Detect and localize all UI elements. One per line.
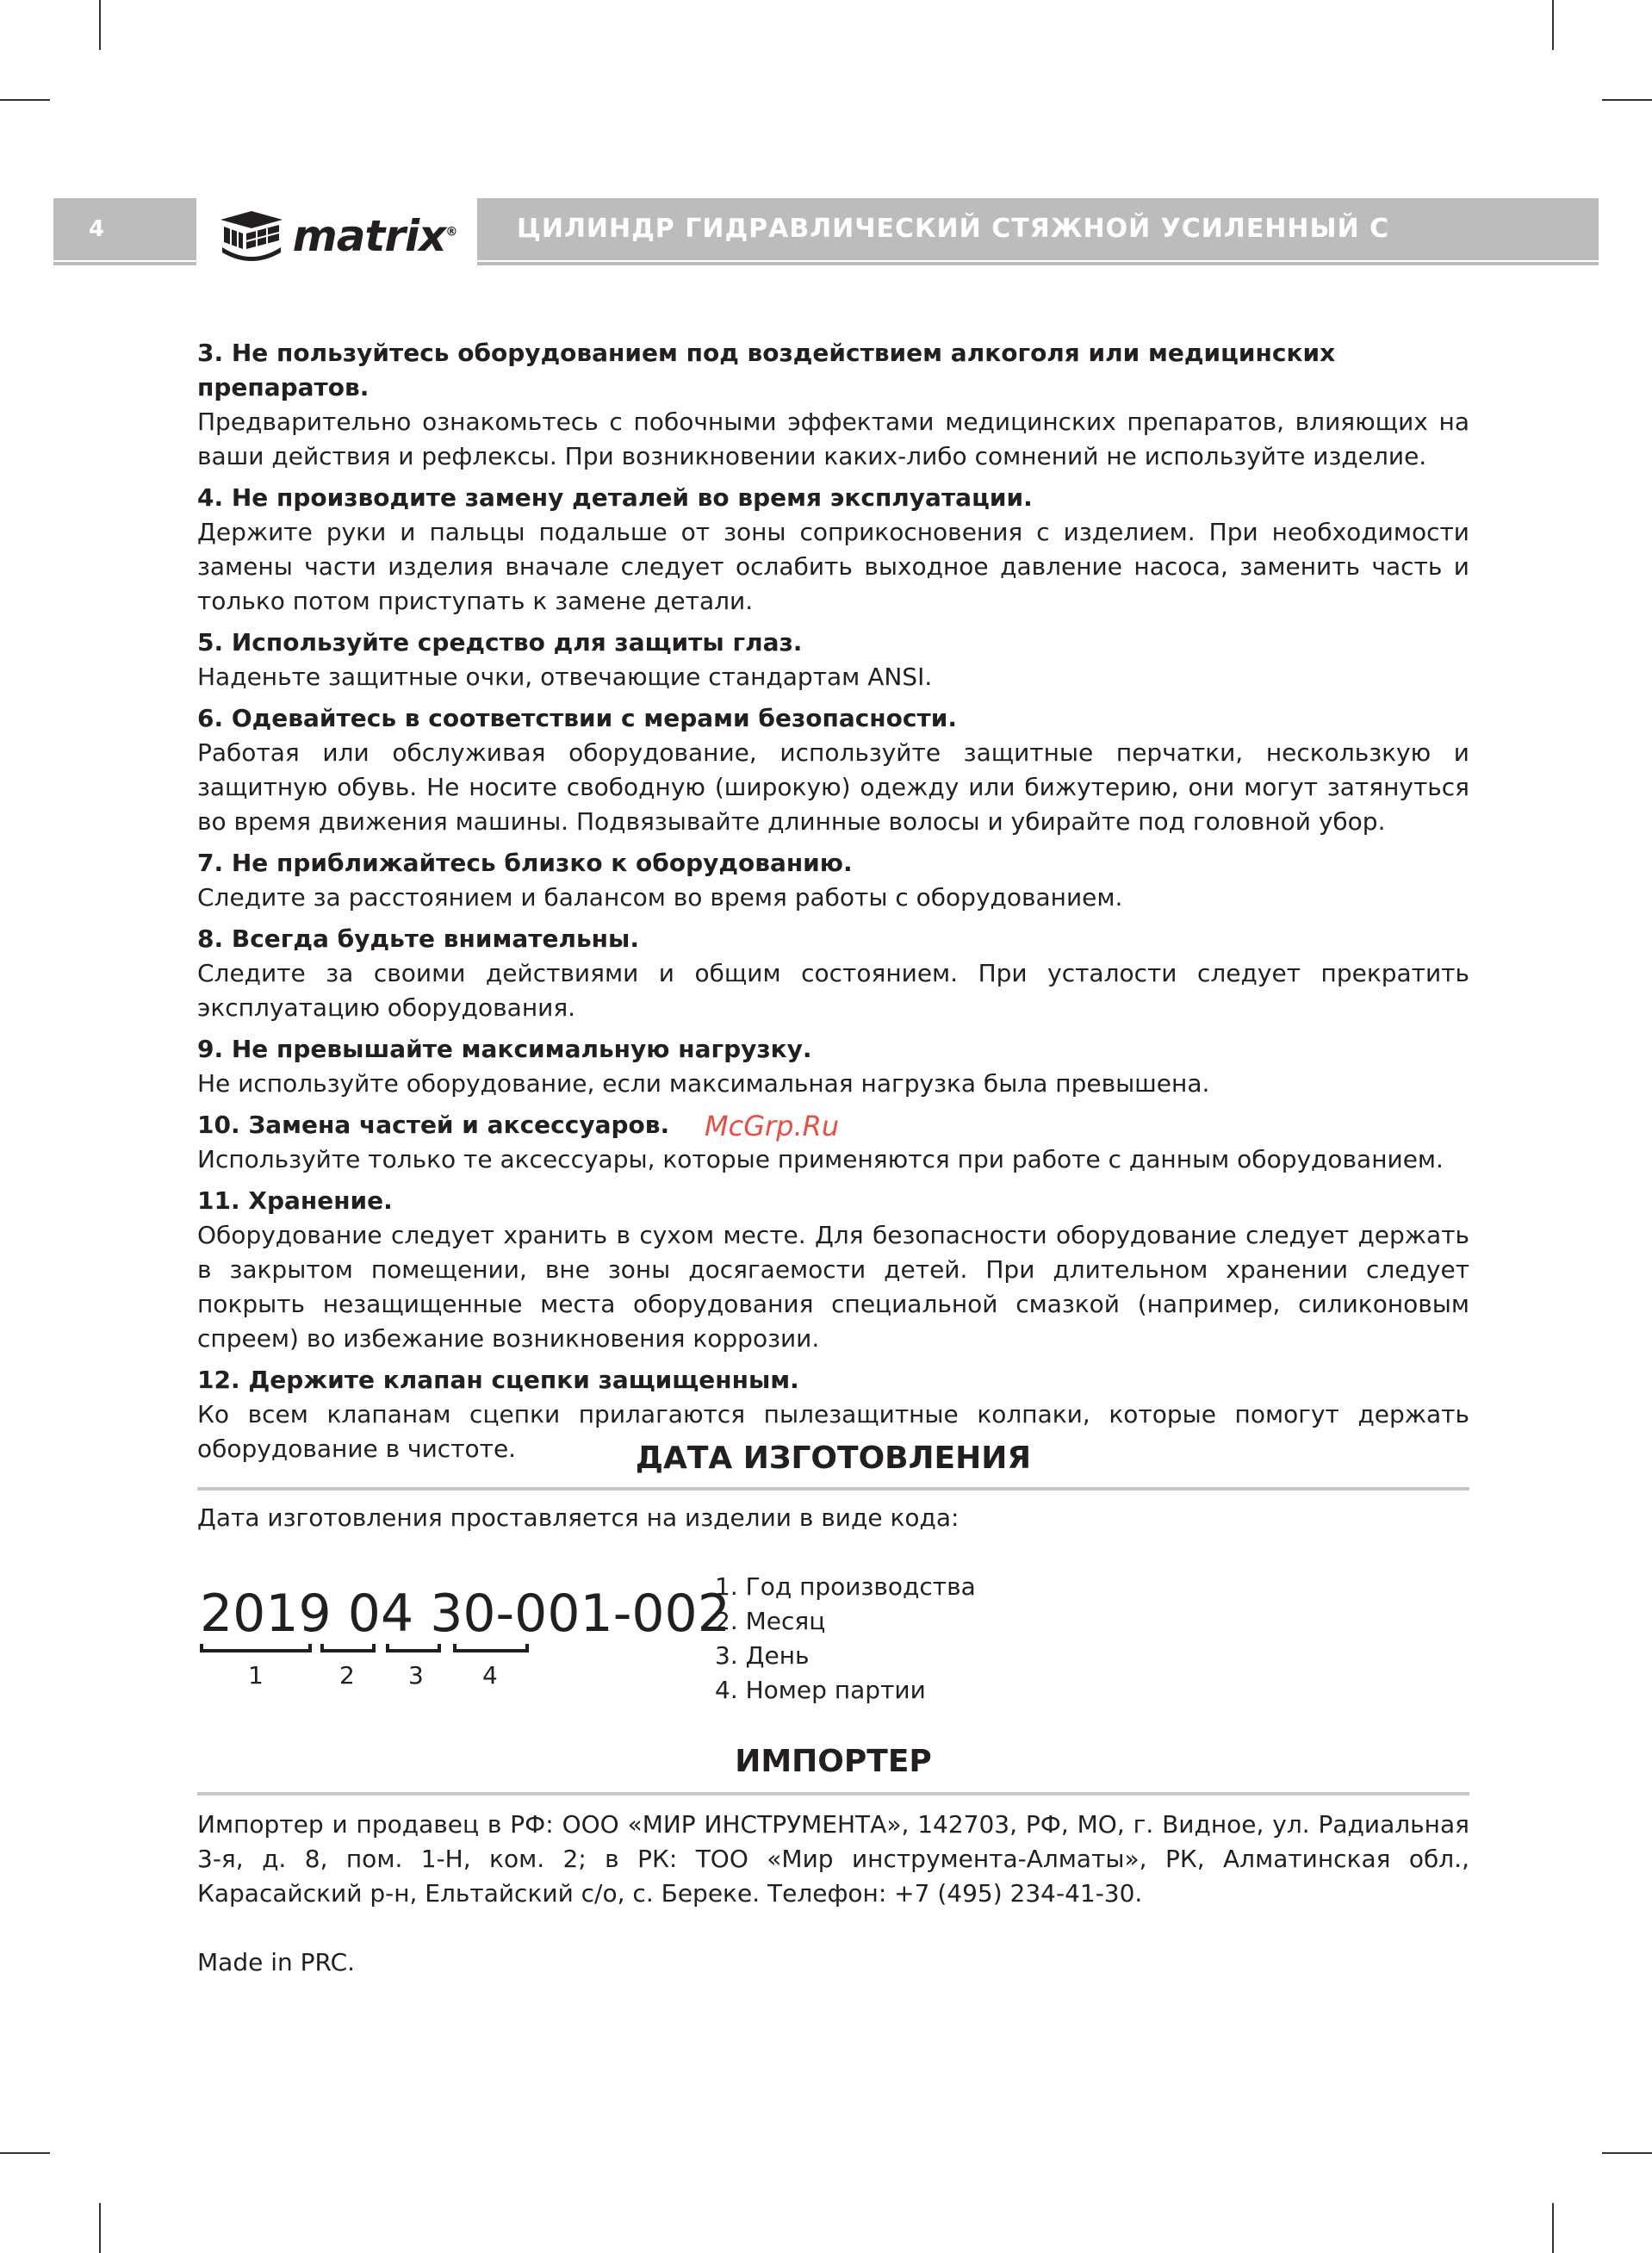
crop-mark	[0, 2152, 50, 2154]
importer-text: Импортер и продавец в РФ: ООО «МИР ИНСТРУМЕНТА», 142703, РФ, МО, г. Видное, ул. Радиальная 3-я, д. 8, пом. 1-Н, ком. 2; в РК: ТОО «Мир инструмента-Алматы», РК, Алматинская обл., Карасайский р-н, Ельтайский с/о, с. Береке. Телефон: +7 (495) 234-41-30.	[197, 1810, 1469, 1908]
legend-item: 3. День	[715, 1641, 810, 1670]
section-divider	[197, 1487, 1469, 1491]
legend-item: 4. Номер партии	[715, 1676, 926, 1704]
item-title: 6. Одевайтесь в соответствии с мерами безопасности.	[197, 704, 957, 732]
code-bracket	[320, 1644, 376, 1652]
safety-item	[197, 846, 1469, 915]
item-title: 5. Используйте средство для защиты глаз.	[197, 628, 803, 657]
crop-mark	[1552, 2203, 1554, 2253]
safety-item	[197, 701, 1469, 839]
safety-instructions	[197, 336, 1469, 1473]
crop-mark	[99, 0, 101, 50]
item-text: Следите за расстоянием и балансом во время работы с оборудованием.	[197, 883, 1123, 912]
item-text: Предварительно ознакомьтесь с побочными эффектами медицинских препаратов, влияющих на ваши действия и рефлексы. При возникновении каких-либо сомнений не используйте изделие.	[197, 408, 1469, 470]
brand-name: matrix®	[292, 211, 457, 261]
date-code-legend	[715, 1570, 976, 1708]
crop-mark	[1602, 2152, 1652, 2154]
item-title: 4. Не производите замену деталей во время эксплуатации.	[197, 483, 1033, 512]
document-title: ЦИЛИНДР ГИДРАВЛИЧЕСКИЙ СТЯЖНОЙ УСИЛЕННЫЙ С КРЮКАМИ	[517, 214, 1390, 306]
watermark: McGrp.Ru	[705, 1110, 840, 1142]
item-title: 10. Замена частей и аксессуаров.	[197, 1111, 670, 1139]
safety-item	[197, 1184, 1469, 1356]
item-text: Ко всем клапанам сцепки прилагаются пылезащитные колпаки, которые помогут держать оборудование в чистоте.	[197, 1400, 1469, 1463]
code-bracket	[386, 1644, 441, 1652]
date-intro: Дата изготовления проставляется на изделии в виде кода:	[197, 1503, 960, 1532]
legend-item: 2. Месяц	[715, 1607, 826, 1635]
item-title: 3. Не пользуйтесь оборудованием под воздействием алкоголя или медицинских препаратов.	[197, 339, 1336, 401]
crop-mark	[1602, 99, 1652, 101]
code-bracket	[453, 1644, 529, 1652]
matrix-logo-icon	[217, 209, 286, 263]
crop-mark	[99, 2203, 101, 2253]
safety-item	[197, 625, 1469, 694]
item-text: Оборудование следует хранить в сухом месте. Для безопасности оборудование следует держать в закрытом помещении, вне зоны досягаемости детей. При длительном хранении следует покрыть незащищенные места оборудования специальной смазкой (например, силиконовым спреем) во избежание возникновения коррозии.	[197, 1221, 1469, 1353]
crop-mark	[0, 99, 50, 101]
item-title: 8. Всегда будьте внимательны.	[197, 924, 639, 953]
code-label: 3	[408, 1661, 424, 1690]
date-section-title: ДАТА ИЗГОТОВЛЕНИЯ	[635, 1441, 1032, 1476]
item-text: Наденьте защитные очки, отвечающие стандартам ANSI.	[197, 663, 933, 691]
code-bracket	[200, 1644, 312, 1652]
safety-item	[197, 336, 1469, 474]
item-text: Не используйте оборудование, если максимальная нагрузка была превышена.	[197, 1069, 1210, 1098]
item-text: Работая или обслуживая оборудование, используйте защитные перчатки, нескользкую и защитную обувь. Не носите свободную (широкую) одежду или бижутерию, они могут затянуться во время движения машины. Подвязывайте длинные волосы и убирайте под головной убор.	[197, 738, 1469, 836]
code-label: 1	[248, 1661, 264, 1690]
safety-item	[197, 481, 1469, 619]
code-label: 4	[482, 1661, 498, 1690]
item-title: 12. Держите клапан сцепки защищенным.	[197, 1366, 799, 1394]
item-title: 7. Не приближайтесь близко к оборудованию.	[197, 849, 853, 877]
brand-logo	[196, 191, 477, 281]
legend-item: 1. Год производства	[715, 1572, 976, 1601]
item-text: Следите за своими действиями и общим состоянием. При усталости следует прекратить эксплуатацию оборудования.	[197, 959, 1469, 1022]
section-divider	[197, 1792, 1469, 1796]
date-code: 2019 04 30-001-002	[200, 1584, 730, 1644]
item-title: 9. Не превышайте максимальную нагрузку.	[197, 1035, 812, 1063]
item-text: Используйте только те аксессуары, которые применяются при работе с данным оборудованием.	[197, 1145, 1444, 1173]
safety-item	[197, 1032, 1469, 1101]
crop-mark	[1552, 0, 1554, 50]
code-label: 2	[339, 1661, 355, 1690]
item-title: 11. Хранение.	[197, 1186, 393, 1215]
page-number: 4	[88, 216, 105, 242]
importer-section-title: ИМПОРТЕР	[735, 1744, 932, 1779]
safety-item	[197, 922, 1469, 1025]
item-text: Держите руки и пальцы подальше от зоны соприкосновения с изделием. При необходимости замены части изделия вначале следует ослабить выходное давление насоса, заменить часть и только потом приступать к замене детали.	[197, 518, 1469, 615]
made-in: Made in PRC.	[197, 1948, 356, 1976]
